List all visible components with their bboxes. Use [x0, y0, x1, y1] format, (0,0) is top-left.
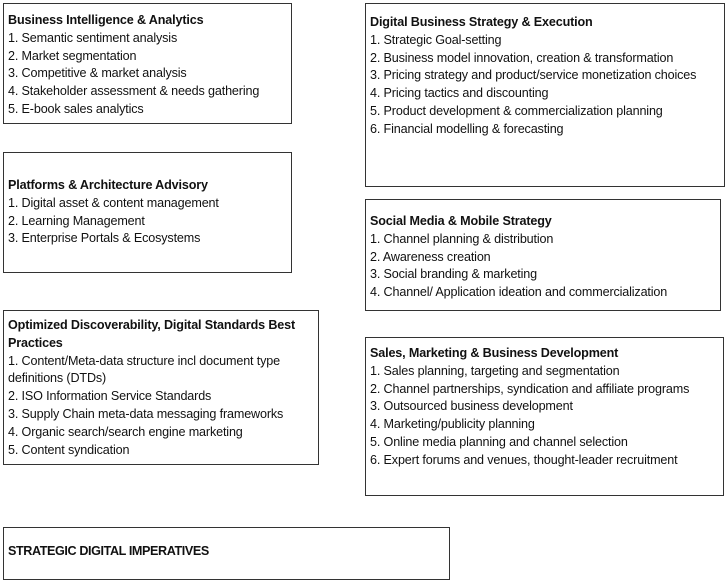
box-title: Social Media & Mobile Strategy [370, 214, 552, 228]
list-item: 4. Channel/ Application ideation and commercialization [370, 285, 668, 300]
platforms-box [3, 152, 292, 273]
list-item: 6. Financial modelling & forecasting [370, 121, 564, 136]
discoverability-box [3, 310, 319, 465]
list-item: 2. Market segmentation [8, 48, 137, 63]
list-item: 2. Learning Management [8, 213, 145, 228]
list-item: 3. Social branding & marketing [370, 267, 538, 282]
box-title: Optimized Discoverability, Digital Standards Best Practices [8, 318, 296, 350]
list-item: 3. Outsourced business development [370, 399, 573, 414]
list-item: 4. Marketing/publicity planning [370, 417, 535, 432]
list-item: 2. Channel partnerships, syndication and affiliate programs [370, 381, 690, 396]
list-item: 3. Enterprise Portals & Ecosystems [8, 231, 201, 246]
box-title: STRATEGIC DIGITAL IMPERATIVES [8, 544, 209, 558]
list-item: 5. E-book sales analytics [8, 101, 144, 116]
list-item: 1. Strategic Goal-setting [370, 32, 502, 47]
list-item: 6. Expert forums and venues, thought-leader recruitment [370, 452, 678, 467]
list-item: 1. Digital asset & content management [8, 195, 219, 210]
list-item: 3. Competitive & market analysis [8, 66, 187, 81]
sales-marketing-box [365, 337, 724, 496]
social-media-box [365, 199, 721, 311]
box-title: Digital Business Strategy & Execution [370, 15, 593, 29]
list-item: 5. Online media planning and channel selection [370, 434, 628, 449]
list-item: 2. Awareness creation [370, 249, 491, 264]
list-item: 2. ISO Information Service Standards [8, 389, 212, 404]
strategic-imperatives-box [3, 527, 450, 580]
box-title: Business Intelligence & Analytics [8, 13, 204, 27]
list-item: 4. Pricing tactics and discounting [370, 86, 549, 101]
list-item: 3. Pricing strategy and product/service monetization choices [370, 68, 697, 83]
list-item: 5. Product development & commercialization planning [370, 103, 663, 118]
business-intelligence-box [3, 3, 292, 124]
list-item: 5. Content syndication [8, 442, 130, 457]
list-item: 4. Organic search/search engine marketing [8, 424, 243, 439]
digital-strategy-box [365, 3, 725, 187]
list-item: 1. Semantic sentiment analysis [8, 30, 178, 45]
list-item: 1. Channel planning & distribution [370, 231, 554, 246]
list-item: 3. Supply Chain meta-data messaging frameworks [8, 406, 284, 421]
list-item: 4. Stakeholder assessment & needs gathering [8, 84, 260, 99]
list-item: 2. Business model innovation, creation & transformation [370, 50, 674, 65]
list-item: 1. Sales planning, targeting and segmentation [370, 363, 620, 378]
box-title: Sales, Marketing & Business Development [370, 346, 619, 360]
list-item: 1. Content/Meta-data structure incl document type definitions (DTDs) [8, 353, 280, 386]
box-title: Platforms & Architecture Advisory [8, 178, 208, 192]
